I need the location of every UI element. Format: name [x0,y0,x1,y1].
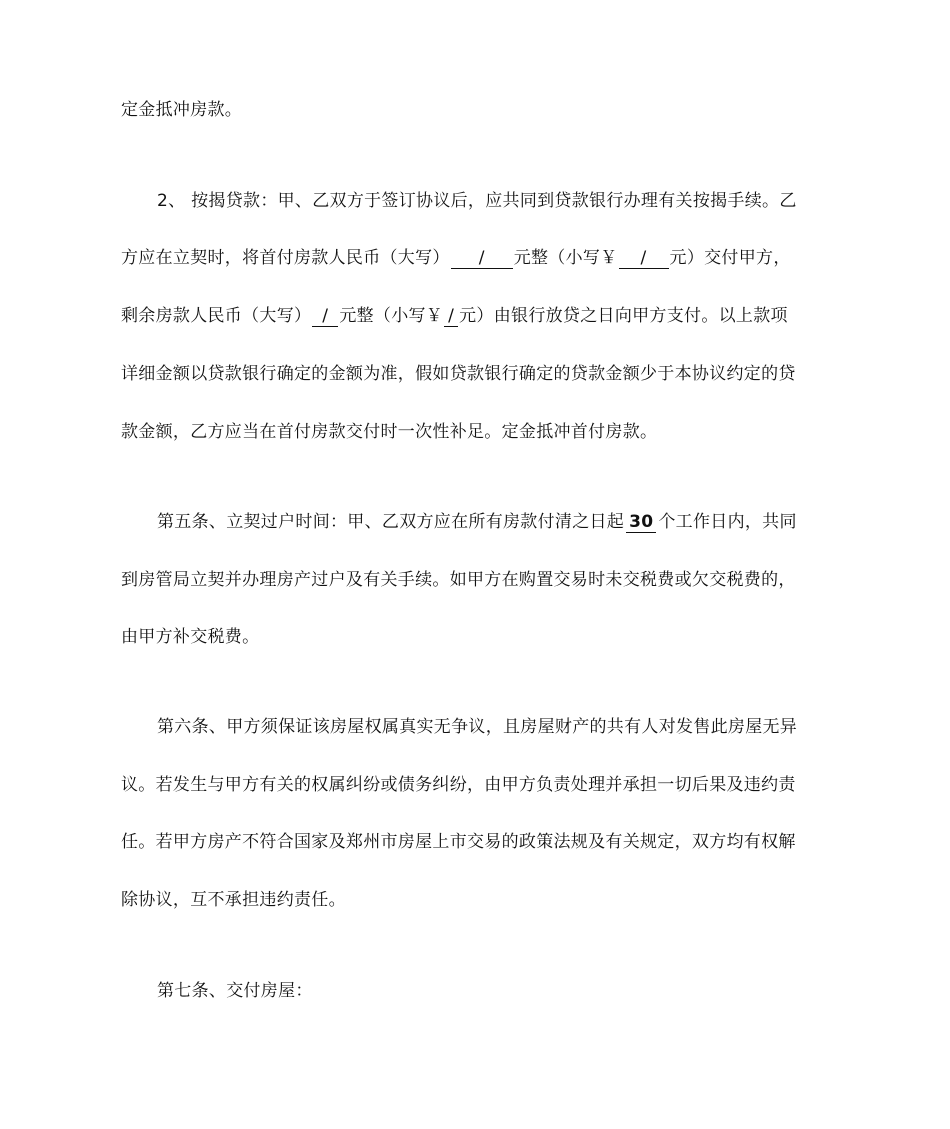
text-fragment: 除协议，互不承担违约责任。 [121,890,346,910]
text-line [157,189,841,213]
text-fragment: 定金抵冲房款。 [121,100,243,120]
text-line [157,715,841,739]
text-line [121,625,841,649]
text-fragment: 2、 按揭贷款：甲、乙双方于签订协议后，应共同到贷款银行办理有关按揭手续。乙 [157,191,797,211]
blank-field: / [312,306,338,327]
text-line [121,98,841,122]
text-fragment: 剩余房款人民币（大写） [121,306,312,326]
text-line [121,246,841,270]
text-line [121,888,841,912]
text-fragment: 个工作日内，共同 [658,512,797,532]
text-fragment: 议。若发生与甲方有关的权属纠纷或债务纠纷，由甲方负责处理并承担一切后果及违约责 [121,775,796,795]
text-line [121,420,841,444]
blank-field: / [451,248,513,269]
text-fragment: 第七条、交付房屋： [157,981,313,1001]
text-line [121,362,841,386]
text-fragment: 方应在立契时，将首付房款人民币（大写） [121,248,450,268]
text-line [121,773,841,797]
text-line [121,830,841,854]
days-value: 30 [626,512,656,533]
text-fragment: 元）交付甲方， [669,248,791,268]
text-fragment: 详细金额以贷款银行确定的金额为准，假如贷款银行确定的贷款金额少于本协议约定的贷 [121,364,796,384]
blank-field: / [619,248,669,269]
text-fragment: 到房管局立契并办理房产过户及有关手续。如甲方在购置交易时未交税费或欠交税费的， [121,570,796,590]
text-fragment: 元整（小写￥ [339,306,444,326]
text-line [157,979,841,1003]
text-fragment: 款金额，乙方应当在首付房款交付时一次性补足。定金抵冲首付房款。 [121,422,658,442]
text-fragment: 第六条、甲方须保证该房屋权属真实无争议，且房屋财产的共有人对发售此房屋无异 [157,717,798,737]
text-line [121,304,841,328]
text-fragment: 第五条、立契过户时间：甲、乙双方应在所有房款付清之日起 [157,512,625,532]
text-line [121,568,841,592]
text-fragment: 元）由银行放贷之日向甲方支付。以上款项 [459,306,788,326]
text-fragment: 任。若甲方房产不符合国家及郑州市房屋上市交易的政策法规及有关规定，双方均有权解 [121,832,796,852]
text-fragment: 元整（小写￥ [513,248,618,268]
text-fragment: 由甲方补交税费。 [121,627,260,647]
text-line [157,510,841,534]
blank-field: / [444,306,458,327]
